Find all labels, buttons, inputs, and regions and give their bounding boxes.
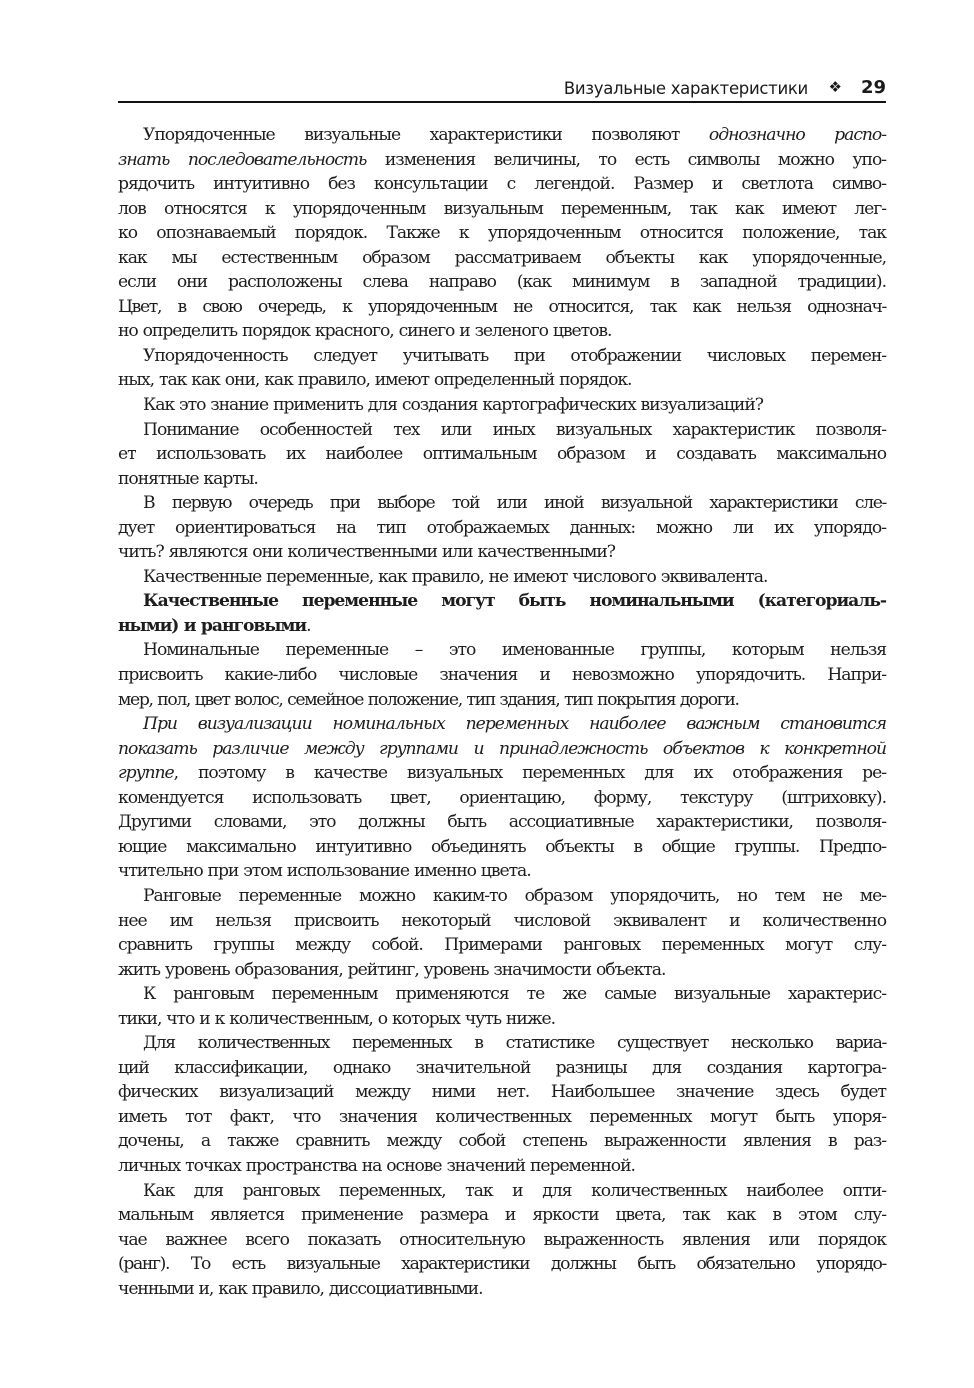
text-line <box>118 148 886 173</box>
bold-text: Качественные переменные могут быть номинальными (категориаль- <box>143 591 886 612</box>
italic-text: группе <box>118 763 174 784</box>
text-span: ций классификации, однако значительной разницы для создания картогра- <box>118 1057 886 1078</box>
text-line <box>118 712 886 737</box>
page-number: 29 <box>860 77 886 98</box>
text-span: тики, что и к количественным, о которых чуть ниже. <box>118 1008 556 1029</box>
text-span: ченными и, как правило, диссоциативными. <box>118 1278 483 1299</box>
text-line <box>118 786 886 811</box>
text-line <box>118 589 886 614</box>
text-line <box>118 1080 886 1105</box>
paragraph-p13 <box>118 1179 886 1302</box>
text-line <box>118 859 886 884</box>
text-line <box>118 344 886 369</box>
text-line <box>118 1179 886 1204</box>
text-span: , поэтому в качестве визуальных переменных для их отображения ре- <box>173 763 886 784</box>
bold-text: ными) и ранговыми <box>118 615 307 636</box>
text-line <box>118 221 886 246</box>
text-span: как мы естественным образом рассматриваем объекты как упорядоченные, <box>118 247 886 268</box>
paragraph-p11 <box>118 982 886 1031</box>
text-span: чтительно при этом использование именно цвета. <box>118 861 531 882</box>
text-span: ющие максимально интуитивно объединять объекты в общие группы. Предпо- <box>118 836 886 857</box>
text-line <box>118 368 886 393</box>
paragraph-p1 <box>118 123 886 344</box>
text-line <box>118 1228 886 1253</box>
body-text <box>118 123 886 1301</box>
text-line <box>118 1007 886 1032</box>
text-span: В первую очередь при выборе той или иной визуальной характеристики сле- <box>143 493 886 514</box>
paragraph-p12 <box>118 1031 886 1178</box>
text-span: Ранговые переменные можно каким-то образом упорядочить, но тем не ме- <box>143 885 886 906</box>
text-span: Цвет, в свою очередь, к упорядоченным не относится, так как нельзя однознач- <box>118 296 886 317</box>
paragraph-p3 <box>118 393 886 418</box>
text-line <box>118 958 886 983</box>
text-span: комендуется использовать цвет, ориентацию, форму, текстуру (штриховку). <box>118 787 886 808</box>
text-span: иметь тот факт, что значения количественных переменных могут быть упоря- <box>118 1106 886 1127</box>
text-line <box>118 491 886 516</box>
paragraph-p4 <box>118 418 886 492</box>
text-span: Качественные переменные, как правило, не имеют числового эквивалента. <box>143 566 768 587</box>
text-line <box>118 1203 886 1228</box>
text-line <box>118 418 886 443</box>
text-line <box>118 172 886 197</box>
text-span: Упорядоченные визуальные характеристики позволяют <box>143 125 709 145</box>
text-line <box>118 688 886 713</box>
text-line <box>118 761 886 786</box>
text-span: рядочить интуитивно без консультации с легендой. Размер и светлота симво- <box>118 174 886 195</box>
italic-text: показать различие между группами и принадлежность объектов к конкретной <box>118 738 886 759</box>
text-line <box>118 1252 886 1277</box>
text-line <box>118 540 886 565</box>
paragraph-p6 <box>118 565 886 590</box>
text-line <box>118 638 886 663</box>
text-span: если они расположены слева направо (как минимум в западной традиции). <box>118 272 886 293</box>
text-line <box>118 1129 886 1154</box>
text-span: чить? являются они количественными или качественными? <box>118 542 615 563</box>
text-span: фических визуализаций между ними нет. Наибольшее значение здесь будет <box>118 1082 886 1103</box>
text-span: Упорядоченность следует учитывать при отображении числовых перемен- <box>143 345 886 366</box>
text-line <box>118 516 886 541</box>
running-title: Визуальные характеристики <box>563 79 808 98</box>
text-span: Номинальные переменные – это именованные группы, которым нельзя <box>143 640 886 661</box>
text-line <box>118 565 886 590</box>
text-line <box>118 1105 886 1130</box>
text-span: изменения величины, то есть символы можно упо- <box>366 149 887 170</box>
text-span: личных точках пространства на основе значений переменной. <box>118 1155 635 1176</box>
text-span: ных, так как они, как правило, имеют определенный порядок. <box>118 370 632 391</box>
text-line <box>118 295 886 320</box>
text-line <box>118 246 886 271</box>
text-span: понятные карты. <box>118 468 258 489</box>
text-span: Как для ранговых переменных, так и для количественных наиболее опти- <box>143 1180 886 1201</box>
paragraph-p10 <box>118 884 886 982</box>
text-span: К ранговым переменным применяются те же самые визуальные характерис- <box>143 984 886 1005</box>
text-span: сравнить группы между собой. Примерами ранговых переменных могут слу- <box>118 935 886 956</box>
paragraph-p8 <box>118 638 886 712</box>
text-line <box>118 319 886 344</box>
italic-text: знать последовательность <box>118 149 367 170</box>
text-line <box>118 982 886 1007</box>
text-line <box>118 1154 886 1179</box>
text-span: но определить порядок красного, синего и зеленого цветов. <box>118 321 612 342</box>
text-span: мер, пол, цвет волос, семейное положение, тип здания, тип покрытия дороги. <box>118 689 739 710</box>
text-line <box>118 933 886 958</box>
ornament-icon: ❖ <box>828 78 842 96</box>
text-line <box>118 1056 886 1081</box>
text-span: Понимание особенностей тех или иных визуальных характеристик позволя- <box>143 419 886 440</box>
text-span: . <box>306 615 311 636</box>
text-line <box>118 270 886 295</box>
text-span: (ранг). То есть визуальные характеристики должны быть обязательно упорядо- <box>118 1254 886 1275</box>
text-line <box>118 835 886 860</box>
text-span: Другими словами, это должны быть ассоциативные характеристики, позволя- <box>118 812 886 833</box>
text-span: мальным является применение размера и яркости цвета, так как в этом слу- <box>118 1205 886 1226</box>
text-span: Для количественных переменных в статистике существует несколько вариа- <box>143 1033 886 1054</box>
text-span: ет использовать их наиболее оптимальным образом и создавать максимально <box>118 444 886 465</box>
text-line <box>118 884 886 909</box>
text-line <box>118 614 886 639</box>
text-line <box>118 442 886 467</box>
text-line <box>118 810 886 835</box>
italic-text: При визуализации номинальных переменных наиболее важным становится <box>143 714 886 735</box>
header-rule <box>118 101 886 103</box>
text-line <box>118 909 886 934</box>
text-line <box>118 393 886 418</box>
text-line <box>118 1277 886 1302</box>
text-line <box>118 467 886 492</box>
paragraph-p9 <box>118 712 886 884</box>
text-span: лов относятся к упорядоченным визуальным переменным, так как имеют лег- <box>118 198 886 219</box>
text-span: жить уровень образования, рейтинг, уровень значимости объекта. <box>118 959 666 980</box>
text-span: дует ориентироваться на тип отображаемых данных: можно ли их упорядо- <box>118 517 886 538</box>
text-line <box>118 737 886 762</box>
text-span: чае важнее всего показать относительную выраженность явления или порядок <box>118 1229 886 1250</box>
text-span: ко опознаваемый порядок. Также к упорядоченным относится положение, так <box>118 223 886 244</box>
text-line <box>118 1031 886 1056</box>
paragraph-p5 <box>118 491 886 565</box>
text-line <box>118 663 886 688</box>
paragraph-p7 <box>118 589 886 638</box>
text-span: присвоить какие-либо числовые значения и невозможно упорядочить. Напри- <box>118 665 886 686</box>
text-line <box>118 123 886 148</box>
text-span: Как это знание применить для создания картографических визуализаций? <box>143 395 763 416</box>
text-line <box>118 197 886 222</box>
italic-text: однозначно распо- <box>708 125 886 145</box>
text-span: дочены, а также сравнить между собой степень выраженности явления в раз- <box>118 1131 886 1152</box>
text-span: нее им нельзя присвоить некоторый числовой эквивалент и количественно <box>118 910 886 931</box>
paragraph-p2 <box>118 344 886 393</box>
running-header <box>118 74 886 102</box>
